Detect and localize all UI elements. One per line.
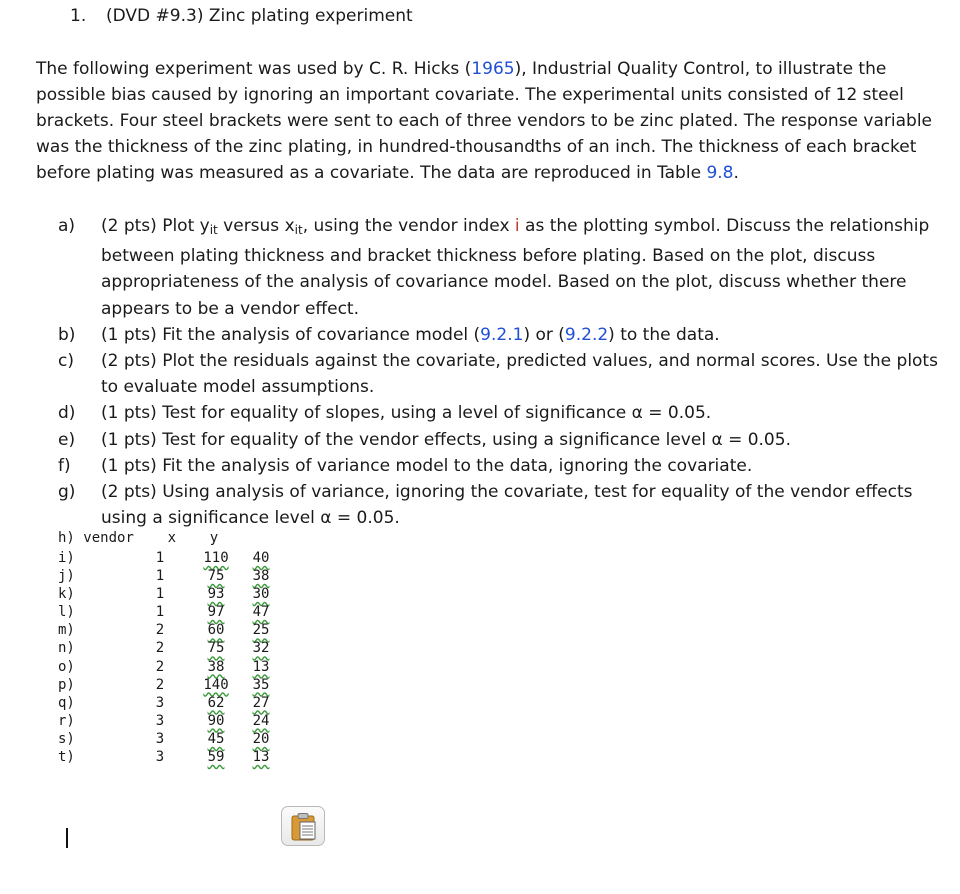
x-cell: 59 [207,749,225,766]
clipboard-paste-icon [291,813,317,841]
part-b [58,322,943,348]
x-cell: 45 [207,730,225,747]
y-cell: 25 [252,622,270,639]
part-f-label: f) [58,455,71,476]
y-cell: 20 [252,730,270,747]
intro-paragraph [36,56,936,186]
x-cell: 93 [207,586,225,603]
part-a-label: a) [58,216,76,236]
y-cell: 24 [252,712,270,729]
y-cell: 38 [252,568,270,585]
part-c [58,348,943,400]
part-b-label: b) [58,324,76,345]
vendor-cell: 2 [155,676,165,693]
part-f-text: (1 pts) Fit the analysis of variance model to the data, ignoring the covariate. [101,455,753,476]
part-d-label: d) [58,403,76,424]
vendor-cell: 1 [155,604,165,621]
part-g-text: (2 pts) Using analysis of variance, ignoring the covariate, test for equality of the vendor effects using a significance level α = 0.05. [101,482,913,529]
part-c-label: c) [58,351,74,372]
vendor-cell: 1 [155,586,165,603]
part-e [58,427,943,453]
row-label: n) [58,640,75,657]
text-cursor [66,828,68,848]
x-cell: 62 [207,694,225,711]
part-f [58,453,943,479]
col-y-header: y [209,530,219,546]
paste-options-button[interactable] [281,806,325,846]
table-ref-link[interactable]: 9.8 [706,163,734,183]
row-label: i) [58,550,75,566]
intro-text-2: ), Industrial Quality Control, to illustrate the possible bias caused by ignoring an important covariate. The experimental units consisted of 12 steel brackets. Four steel brackets were sent to each of three vendors to be zinc plated. The response variable was the thickness of the zinc plating, in hundred-thousandths of an inch. The thickness of each bracket before plating was measured as a covariate. The data are reproduced in Table [36,59,932,183]
row-label: m) [58,622,75,639]
header-label: h) [58,530,75,546]
part-c-text: (2 pts) Plot the residuals against the covariate, predicted values, and normal scores. Use the plots to evaluate model assumptions. [101,351,938,398]
row-label: k) [58,586,75,603]
row-label: s) [58,730,75,747]
y-cell: 13 [252,749,270,766]
y-cell: 47 [252,604,270,621]
vendor-cell: 2 [155,640,165,657]
x-cell: 140 [203,676,229,693]
part-g [58,479,943,531]
vendor-cell: 3 [155,712,165,729]
question-title: (DVD #9.3) Zinc plating experiment [106,6,413,26]
part-a-text: (2 pts) Plot $y_{it}$ versus $x_{it}$, using the vendor index i as the plotting symbol. Discuss the relationship between plating thickness and bracket thickness before plating. Based on the plot, discuss appropriateness of the analysis of covariance model. Based on the plot, discuss whether there appears to be a vendor effect. [101,216,930,319]
vendor-cell: 2 [155,622,165,639]
x-cell: 38 [207,658,225,675]
part-d [58,400,943,426]
vendor-cell: 1 [155,550,165,566]
part-e-label: e) [58,429,76,450]
row-label: p) [58,676,75,693]
part-e-text: (1 pts) Test for equality of the vendor effects, using a significance level α = 0.05. [101,429,791,450]
part-a [58,213,943,322]
part-d-text: (1 pts) Test for equality of slopes, using a level of significance α = 0.05. [101,403,712,424]
data-table-header [58,530,218,546]
x-cell: 110 [203,550,229,566]
intro-text-1: The following experiment was used by C. R. Hicks ( [36,59,472,79]
vendor-cell: 1 [155,568,165,585]
part-b-text: (1 pts) Fit the analysis of covariance model (9.2.1) or (9.2.2) to the data. [101,324,720,345]
y-cell: 40 [252,550,270,566]
x-cell: 60 [207,622,225,639]
model-link-9-2-1[interactable]: 9.2.1 [480,324,524,345]
y-cell: 30 [252,586,270,603]
row-label: o) [58,658,75,675]
col-x-header: x [167,530,177,546]
col-vendor-header: vendor [83,530,134,546]
y-cell: 27 [252,694,270,711]
y-cell: 32 [252,640,270,657]
citation-year-link[interactable]: 1965 [471,59,515,79]
row-label: q) [58,694,75,711]
model-link-9-2-2[interactable]: 9.2.2 [564,324,609,345]
row-label: j) [58,568,75,585]
row-label: r) [58,712,75,729]
row-label: l) [58,604,75,621]
vendor-cell: 3 [155,749,165,766]
part-g-label: g) [58,482,76,503]
question-heading [70,6,413,26]
question-number: 1. [70,6,87,26]
x-cell: 75 [207,568,225,585]
vendor-cell: 2 [155,658,165,675]
x-cell: 75 [207,640,225,657]
row-label: t) [58,749,75,766]
x-cell: 90 [207,712,225,729]
vendor-cell: 3 [155,730,165,747]
intro-text-3: . [733,163,739,183]
y-cell: 35 [252,676,270,693]
vendor-cell: 3 [155,694,165,711]
y-cell: 13 [252,658,270,675]
x-cell: 97 [207,604,225,621]
question-parts-list [58,213,943,531]
